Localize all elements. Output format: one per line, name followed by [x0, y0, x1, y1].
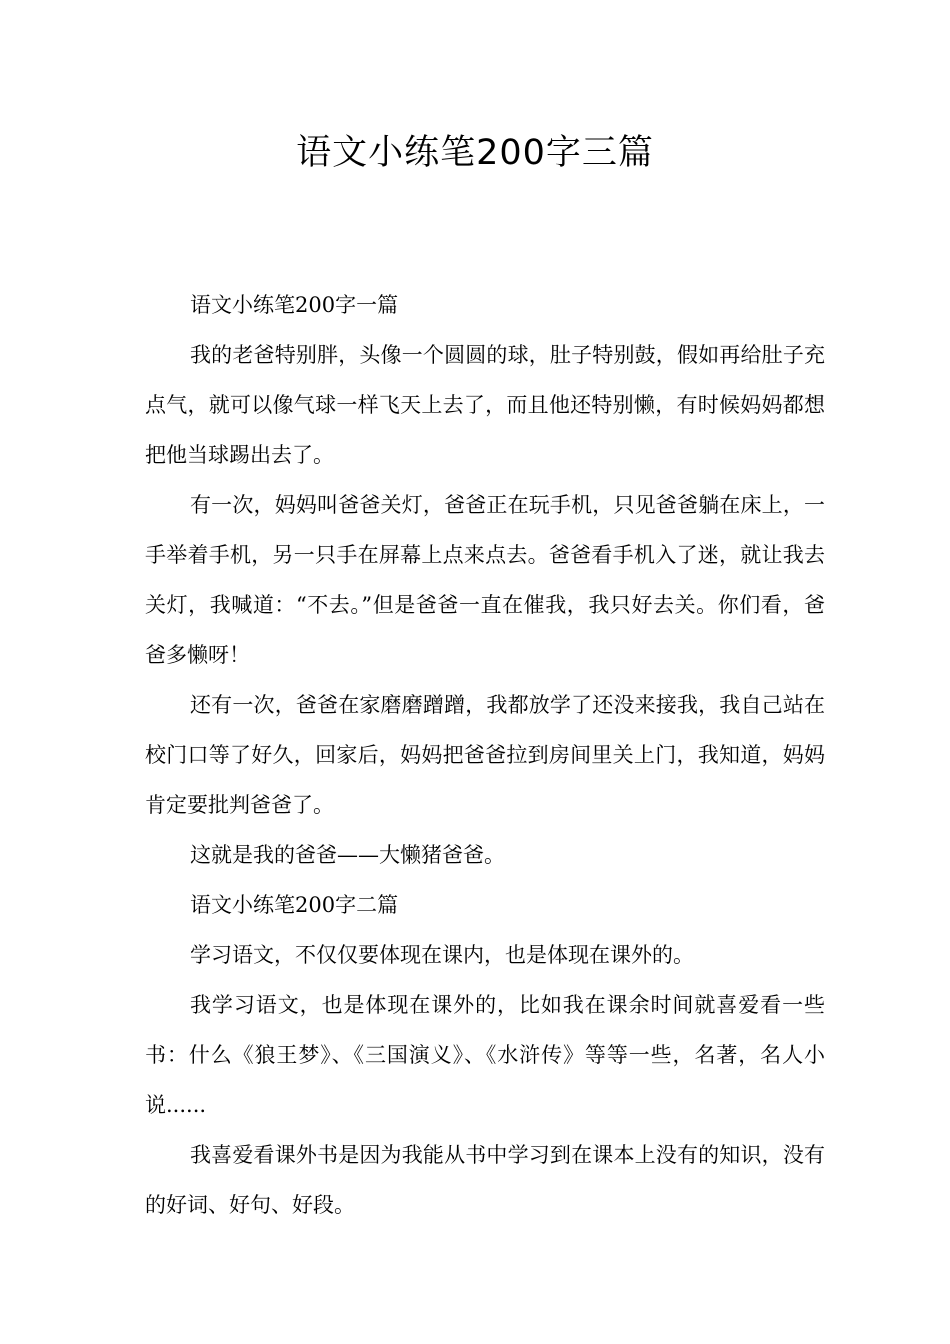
- paragraph: 我喜爱看课外书是因为我能从书中学习到在课本上没有的知识，没有的好词、好句、好段。: [145, 1143, 825, 1217]
- section-heading-1: 语文小练笔200字一篇: [190, 293, 399, 317]
- document-title: 语文小练笔200字三篇: [296, 133, 654, 173]
- paragraph: 有一次，妈妈叫爸爸关灯，爸爸正在玩手机，只见爸爸躺在床上，一手举着手机，另一只手在屏幕上点来点去。爸爸看手机入了迷，就让我去关灯，我喊道：“不去。”但是爸爸一直在催我，我只好去关。你们看，爸爸多懒呀！: [145, 493, 825, 667]
- paragraph: 学习语文，不仅仅要体现在课内，也是体现在课外的。: [190, 943, 694, 967]
- paragraph: 我的老爸特别胖，头像一个圆圆的球，肚子特别鼓，假如再给肚子充点气，就可以像气球一样飞天上去了，而且他还特别懒，有时候妈妈都想把他当球踢出去了。: [145, 343, 825, 467]
- document-body: [145, 280, 825, 1230]
- paragraph: 我学习语文，也是体现在课外的，比如我在课余时间就喜爱看一些书：什么《狼王梦》、《三国演义》、《水浒传》等等一些，名著，名人小说......: [145, 993, 825, 1117]
- paragraph: 这就是我的爸爸——大懒猪爸爸。: [190, 843, 505, 867]
- section-heading-2: 语文小练笔200字二篇: [190, 893, 399, 917]
- paragraph: 还有一次，爸爸在家磨磨蹭蹭，我都放学了还没来接我，我自己站在校门口等了好久，回家后，妈妈把爸爸拉到房间里关上门，我知道，妈妈肯定要批判爸爸了。: [145, 693, 825, 817]
